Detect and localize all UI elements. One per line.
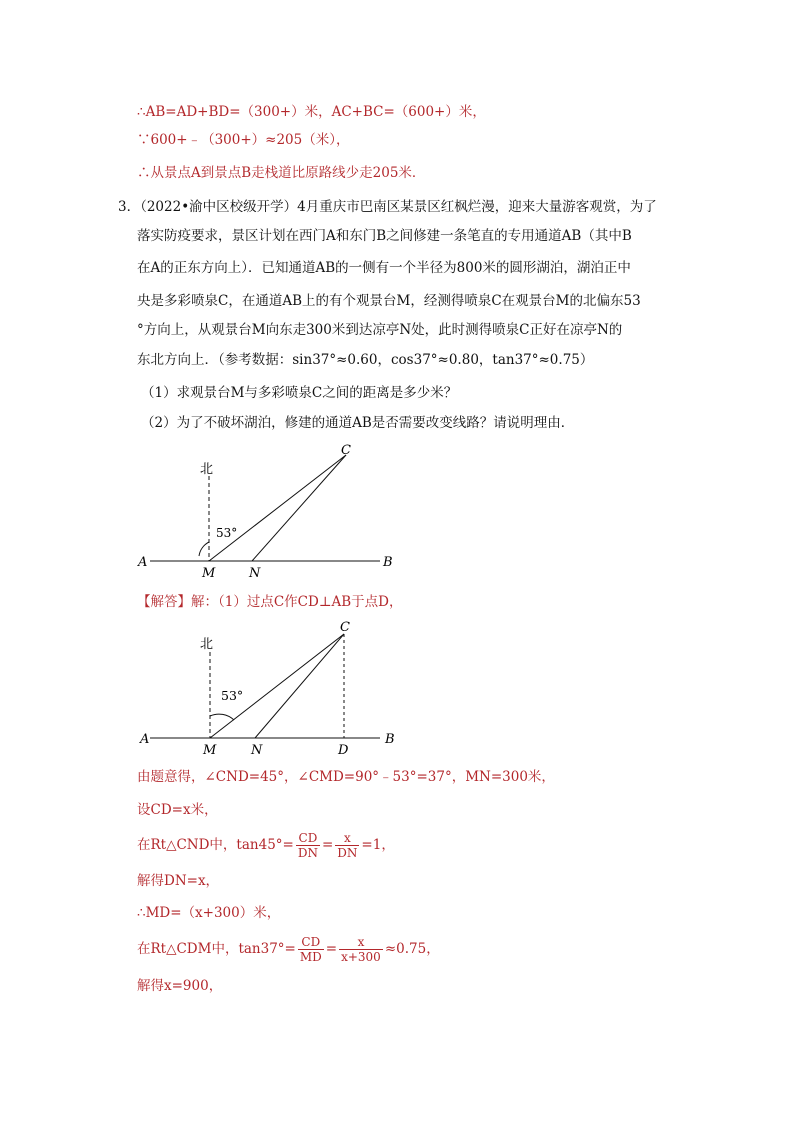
solution-line-6-prefix: 在Rt△CDM中，tan37°= (137, 941, 296, 957)
point-a-label: A (140, 732, 150, 747)
fraction-denominator: DN (297, 845, 318, 860)
answer-intro-text: 解：（1）过点C作CD⊥AB于点D， (191, 594, 403, 610)
fraction-cd-dn (296, 831, 320, 860)
fraction-numerator: CD (298, 935, 324, 950)
question-1: （1）求观景台M与多彩喷泉C之间的距离是多少米？ (141, 385, 458, 401)
line-nc (255, 634, 344, 738)
problem-number: 3． (118, 199, 141, 215)
figure-2 (130, 612, 410, 762)
question-2: （2）为了不破坏湖泊，修建的通道AB是否需要改变线路？请说明理由． (141, 415, 575, 431)
north-label: 北 (200, 462, 214, 477)
problem-text-line-6: 东北方向上．（参考数据：sin37°≈0.60，cos37°≈0.80，tan37°≈0.75） (137, 352, 594, 368)
line-nc (252, 455, 346, 561)
figure-1 (130, 440, 410, 585)
fraction-denominator: x+300 (341, 949, 381, 964)
equals-sign: = (325, 941, 338, 957)
solution-line-4: 解得DN=x， (137, 873, 220, 889)
problem-text-line-2: 落实防疫要求，景区计划在西门A和东门B之间修建一条笔直的专用通道AB（其中B (137, 228, 632, 244)
prev-solution-line-3: ∴从景点A到景点B走栈道比原路线少走205米． (137, 165, 426, 181)
point-n-label: N (249, 566, 261, 581)
point-c-label: C (340, 620, 350, 635)
problem-source: （2022•渝中区校级开学） (140, 199, 298, 215)
angle-arc (210, 714, 234, 720)
point-b-label: B (385, 732, 395, 747)
problem-text-line-5: °方向上，从观景台M向东走300米到达凉亭N处，此时测得喷泉C正好在凉亭N的 (137, 322, 623, 338)
point-d-label: D (338, 743, 349, 758)
answer-tag: 【解答】 (137, 594, 191, 610)
fraction-x-dn (335, 831, 359, 860)
fraction-denominator: DN (337, 845, 358, 860)
solution-line-6-suffix: ≈0.75， (384, 941, 440, 957)
point-m-label: M (203, 743, 217, 758)
solution-line-3-prefix: 在Rt△CND中，tan45°= (137, 837, 294, 853)
point-b-label: B (383, 555, 393, 570)
point-a-label: A (138, 555, 148, 570)
solution-line-3-suffix: =1， (361, 837, 395, 853)
point-n-label: N (251, 743, 263, 758)
problem-text-line-4: 央是多彩喷泉C，在通道AB上的有个观景台M，经测得喷泉C在观景台M的北偏东53 (137, 293, 641, 309)
prev-solution-line-1: ∴AB=AD+BD=（300+）米，AC+BC=（600+）米， (137, 104, 486, 120)
fraction-cd-md (298, 935, 324, 964)
solution-line-7: 解得x=900， (137, 978, 223, 994)
north-label: 北 (200, 637, 214, 652)
line-mc (210, 634, 344, 738)
solution-line-5: ∴MD=（x+300）米， (137, 905, 281, 921)
fraction-numerator: x (339, 935, 383, 950)
problem-header (118, 197, 657, 217)
solution-line-2: 设CD=x米， (137, 802, 218, 818)
point-m-label: M (202, 566, 216, 581)
angle-label: 53° (216, 526, 238, 540)
solution-line-1: 由题意得，∠CND=45°，∠CMD=90°﹣53°=37°，MN=300米， (137, 769, 555, 785)
fraction-x-x300 (339, 935, 383, 964)
answer-intro (137, 592, 403, 612)
equals-sign: = (321, 837, 334, 853)
line-mc (209, 455, 346, 561)
fraction-numerator: x (335, 831, 359, 846)
fraction-numerator: CD (296, 831, 320, 846)
fraction-denominator: MD (299, 949, 322, 964)
solution-line-3 (137, 828, 395, 862)
problem-text-line-1: 4月重庆市巴南区某景区红枫烂漫，迎来大量游客观赏，为了 (297, 199, 657, 215)
point-c-label: C (341, 443, 351, 458)
problem-text-line-3: 在A的正东方向上）．已知通道AB的一侧有一个半径为800米的圆形湖泊，湖泊正中 (137, 260, 631, 276)
angle-arc (199, 542, 209, 556)
solution-line-6 (137, 931, 440, 967)
prev-solution-line-2: ∵600+﹣（300+）≈205（米）， (137, 132, 350, 148)
angle-label: 53° (221, 688, 244, 703)
